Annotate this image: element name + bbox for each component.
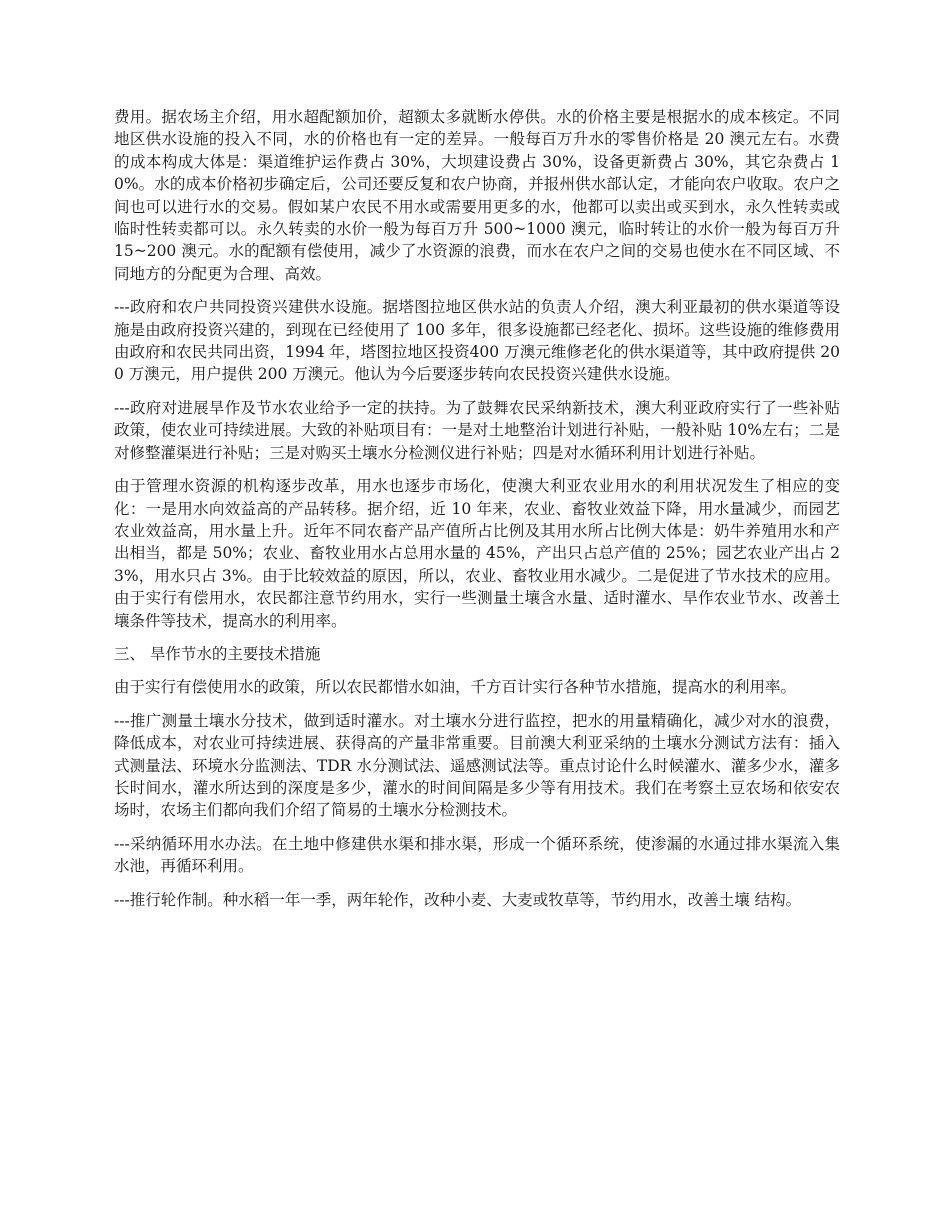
section-heading: 三、 旱作节水的主要技术措施 — [114, 644, 321, 663]
paragraph-soil-moisture: ---推广测量土壤水分技术，做到适时灌水。对土壤水分进行监控，把水的用量精确化，减少对水的浪费，降低成本，对农业可持续进展、获得高的产量非常重要。目前澳大利亚采纳的土壤水分测试方法有：插入式测量法、环境水分监测法、TDR 水分测试法、遥感测试法等。重点讨论什么时候灌水、灌多少水，灌多长时间水，灌水所达到的深度是多少，灌水的时间间隔是多少等有用技术。我们在考察土豆农场和依安农场时，农场主们都向我们介绍了简易的土壤水分检测技术。 — [114, 711, 840, 820]
paragraph-crop-rotation: ---推行轮作制。种水稻一年一季，两年轮作，改种小麦、大麦或牧草等，节约用水，改善土壤 结构。 — [114, 890, 802, 909]
paragraph-government-support: ---政府对进展旱作及节水农业给予一定的扶持。为了鼓舞农民采纳新技术，澳大利亚政府实行了一些补贴政策，使农业可持续进展。大致的补贴项目有：一是对土地整治计划进行补贴，一般补贴 10%左右；二是对修整灌渠进行补贴；三是对购买土壤水分检测仪进行补贴；四是对水循环利用计划进行补贴。 — [114, 398, 840, 462]
paragraph-joint-investment: ---政府和农户共同投资兴建供水设施。据塔图拉地区供水站的负责人介绍，澳大利亚最初的供水渠道等设施是由政府投资兴建的，到现在已经使用了 100 多年，很多设施都已经老化、损坏。这些设施的维修费用由政府和农民共同出资，1994 年，塔图拉地区投资400 万澳元维修老化的供水渠道等，其中政府提供 200 万澳元，用户提供 200 万澳元。他认为今后要逐步转向农民投资兴建供水设施。 — [114, 298, 840, 384]
paragraph-intro-measures: 由于实行有偿使用水的政策，所以农民都惜水如油，千方百计实行各种节水措施，提高水的利用率。 — [114, 678, 797, 697]
document-page — [114, 106, 840, 922]
paragraph-usage-changes: 由于管理水资源的机构逐步改革，用水也逐步市场化，使澳大利亚农业用水的利用状况发生了相应的变化：一是用水向效益高的产品转移。据介绍，近 10 年来，农业、畜牧业效益下降，用水量减少，而园艺农业效益高，用水量上升。近年不同农畜产品产值所占比例及其用水所占比例大体是：奶牛养殖用水和产出相当，都是 50%；农业、畜牧业用水占总用水量的 45%，产出只占总产值的 25%；园艺农业产出占 23%，用水只占 3%。由于比较效益的原因，所以，农业、畜牧业用水减少。二是促进了节水技术的应用。由于实行有偿用水，农民都注意节约用水，实行一些测量土壤含水量、适时灌水、旱作农业节水、改善土壤条件等技术，提高水的利用率。 — [114, 477, 840, 630]
paragraph-recycling: ---采纳循环用水办法。在土地中修建供水渠和排水渠，形成一个循环系统，使渗漏的水通过排水渠流入集水池，再循环利用。 — [114, 834, 840, 876]
paragraph-water-pricing: 费用。据农场主介绍，用水超配额加价，超额太多就断水停供。水的价格主要是根据水的成本核定。不同地区供水设施的投入不同，水的价格也有一定的差异。一般每百万升水的零售价格是 20 澳元左右。水费的成本构成大体是：渠道维护运作费占 30%，大坝建设费占 30%，设备更新费占 30%，其它杂费占 10%。水的成本价格初步确定后，公司还要反复和农户协商，并报州供水部认定，才能向农户收取。农户之间也可以进行水的交易。假如某户农民不用水或需要用更多的水，他都可以卖出或买到水，永久性转卖或临时性转卖都可以。永久转卖的水价一般为每百万升 500~1000 澳元，临时转让的水价一般为每百万升 15~200 澳元。水的配额有偿使用，减少了水资源的浪费，而水在农户之间的交易也使水在不同区域、不同地方的分配更为合理、高效。 — [114, 108, 840, 283]
